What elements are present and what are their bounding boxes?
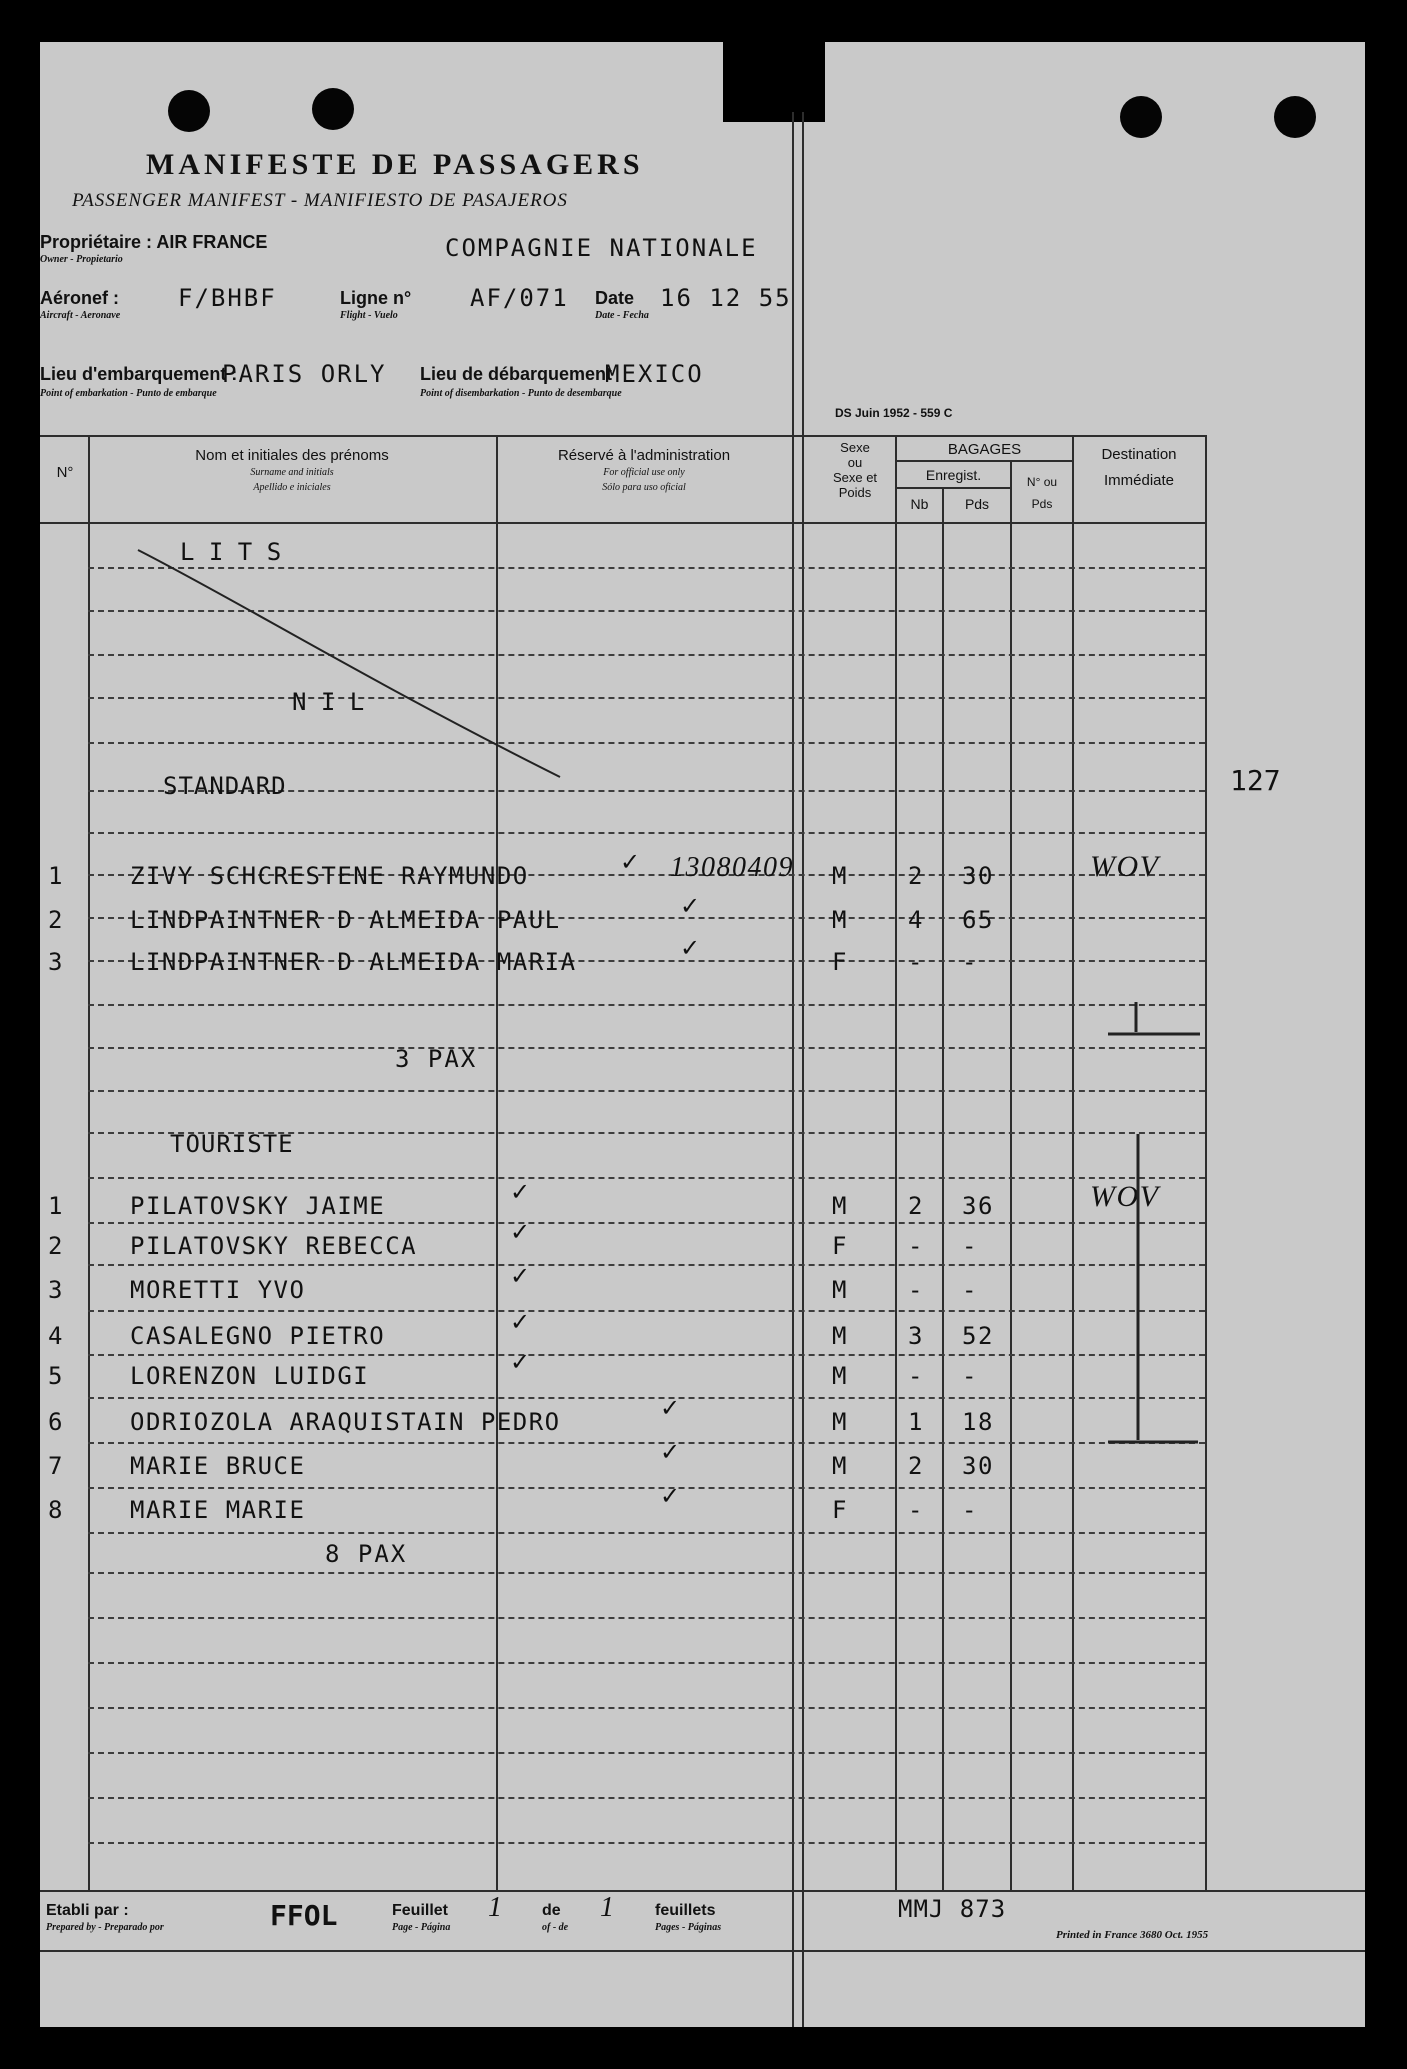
passenger-name: LINDPAINTNER D ALMEIDA MARIA: [130, 948, 577, 976]
embarquement-sublabel: Point of embarkation - Punto de embarque: [40, 388, 217, 399]
check-mark-icon: ✓: [660, 1482, 682, 1510]
baggage-count: 3: [908, 1322, 924, 1350]
sexe-line-4: Poids: [838, 485, 872, 500]
touriste-total: 8 PAX: [325, 1540, 408, 1568]
destination-code: WOV: [1090, 1180, 1160, 1213]
passenger-number: 2: [48, 906, 64, 934]
ruling-line: [88, 1707, 1205, 1710]
passenger-name: MARIE BRUCE: [130, 1452, 306, 1480]
de-sublabel: of - de: [542, 1922, 569, 1933]
ruling-line: [88, 1572, 1205, 1575]
passenger-number: 5: [48, 1362, 64, 1390]
aeronef-label: Aéronef :: [40, 288, 120, 308]
col-header-nom: Nom et initiales des prénoms: [195, 447, 389, 464]
destination-brackets: [1080, 942, 1210, 1562]
ruling-line: [88, 1617, 1205, 1620]
section-touriste: TOURISTE: [170, 1130, 294, 1158]
sexe-line-3: Sexe et: [832, 470, 878, 485]
col-header-nb: Nb: [910, 496, 929, 512]
sexe-line-1: Sexe: [840, 440, 870, 455]
sexe-line-2: ou: [847, 455, 863, 470]
passenger-sex: M: [832, 1322, 848, 1350]
passenger-name: CASALEGNO PIETRO: [130, 1322, 386, 1350]
passenger-row: [40, 892, 1365, 938]
section-standard: STANDARD: [163, 772, 287, 800]
baggage-weight: 65: [962, 906, 994, 934]
form-subtitle: PASSENGER MANIFEST - MANIFIESTO DE PASAJEROS: [72, 190, 568, 211]
standard-total: 3 PAX: [395, 1045, 478, 1073]
passenger-number: 4: [48, 1322, 64, 1350]
punch-hole-right-1: [1120, 96, 1162, 138]
check-mark-icon: ✓: [510, 1262, 532, 1290]
baggage-weight: -: [962, 948, 978, 976]
debarquement-label: Lieu de débarquement: [420, 364, 613, 384]
aeronef-sublabel: Aircraft - Aeronave: [40, 310, 121, 321]
ruling-line: [88, 1752, 1205, 1755]
passenger-name: LORENZON LUIDGI: [130, 1362, 370, 1390]
ruling-line: [88, 1047, 1205, 1050]
passenger-sex: F: [832, 1496, 848, 1524]
ruling-line: [88, 1532, 1205, 1535]
crossout-stroke: [40, 42, 840, 842]
etabli-sublabel: Prepared by - Preparado por: [46, 1922, 164, 1933]
col-header-nonenreg: N° ou: [1026, 475, 1058, 489]
ruling-line: [88, 1310, 1205, 1313]
debarquement-sublabel: Point of disembarkation - Punto de desembarque: [420, 388, 622, 399]
ruling-line: [88, 1797, 1205, 1800]
de-label: de: [542, 1902, 561, 1919]
check-mark-icon: ✓: [680, 892, 702, 920]
check-mark-icon: ✓: [510, 1178, 532, 1206]
baggage-count: 2: [908, 1192, 924, 1220]
etabli-value: FFOL: [270, 1899, 338, 1932]
feuillets-sublabel: Pages - Páginas: [655, 1922, 722, 1933]
passenger-sex: M: [832, 1362, 848, 1390]
baggage-weight: 36: [962, 1192, 994, 1220]
destination-code: WOV: [1090, 850, 1160, 883]
enregist-rule: [895, 487, 1010, 489]
col-header-reserve-sub2: Sólo para uso oficial: [602, 482, 686, 493]
debarquement-value: MEXICO: [605, 360, 704, 388]
passenger-sex: M: [832, 1276, 848, 1304]
col-header-pds: Pds: [964, 496, 990, 512]
form-reference: DS Juin 1952 - 559 C: [835, 406, 953, 420]
feuillet-sublabel: Page - Página: [392, 1922, 451, 1933]
col-header-immediate: Immédiate: [1103, 472, 1175, 489]
baggage-count: 4: [908, 906, 924, 934]
check-mark-icon: ✓: [620, 848, 642, 876]
section-lits: L I T S: [180, 538, 282, 566]
baggage-count: 2: [908, 862, 924, 890]
check-mark-icon: ✓: [510, 1218, 532, 1246]
check-mark-icon: ✓: [510, 1308, 532, 1336]
passenger-sex: F: [832, 948, 848, 976]
passenger-number: 1: [48, 862, 64, 890]
passenger-sex: F: [832, 1232, 848, 1260]
passenger-name: ODRIOZOLA ARAQUISTAIN PEDRO: [130, 1408, 561, 1436]
date-label: Date: [595, 288, 635, 308]
ruling-line: [88, 1662, 1205, 1665]
baggage-count: -: [908, 1496, 924, 1524]
etabli-label: Etabli par :: [46, 1902, 129, 1919]
punch-hole-right-2: [1274, 96, 1316, 138]
baggage-weight: 30: [962, 862, 994, 890]
baggage-count: -: [908, 1232, 924, 1260]
passenger-number: 3: [48, 1276, 64, 1304]
passenger-number: 3: [48, 948, 64, 976]
col-header-enregist: Enregist.: [925, 467, 982, 483]
passenger-number: 1: [48, 1192, 64, 1220]
feuillet-value: 1: [488, 1892, 502, 1923]
ligne-value: AF/071: [470, 284, 569, 312]
aeronef-value: F/BHBF: [178, 284, 277, 312]
check-mark-icon: ✓: [680, 934, 702, 962]
table-bottom-rule: [40, 1890, 1365, 1892]
passenger-reference: 13080409: [670, 852, 794, 883]
passenger-number: 6: [48, 1408, 64, 1436]
col-header-reserve: Réservé à l'administration: [557, 447, 731, 464]
baggage-weight: 52: [962, 1322, 994, 1350]
col-header-nonenreg-pds: Pds: [1031, 497, 1053, 511]
ruling-line: [88, 1264, 1205, 1267]
baggage-weight: -: [962, 1362, 978, 1390]
baggage-weight: -: [962, 1276, 978, 1304]
baggage-count: -: [908, 1276, 924, 1304]
passenger-name: PILATOVSKY JAIME: [130, 1192, 386, 1220]
col-header-bagages: BAGAGES: [947, 441, 1022, 458]
manifest-sheet: [40, 42, 1365, 2027]
check-mark-icon: ✓: [510, 1348, 532, 1376]
baggage-count: 1: [908, 1408, 924, 1436]
passenger-sex: M: [832, 906, 848, 934]
feuillet-label: Feuillet: [392, 1902, 449, 1919]
de-value: 1: [600, 1892, 614, 1923]
embarquement-label: Lieu d'embarquement :: [40, 364, 238, 384]
col-header-destination: Destination: [1101, 446, 1177, 463]
ligne-label: Ligne n°: [340, 288, 412, 308]
passenger-sex: M: [832, 1452, 848, 1480]
manifest-reference: MMJ 873: [898, 1895, 1007, 1923]
proprietaire-sublabel: Owner - Propietario: [40, 254, 123, 265]
baggage-count: -: [908, 1362, 924, 1390]
baggage-count: -: [908, 948, 924, 976]
check-mark-icon: ✓: [660, 1394, 682, 1422]
ruling-line: [88, 1004, 1205, 1007]
proprietaire-label: Propriétaire : AIR FRANCE: [40, 232, 268, 252]
col-header-nom-sub2: Apellido e iniciales: [253, 482, 331, 493]
passenger-sex: M: [832, 862, 848, 890]
passenger-name: ZIVY SCHCRESTENE RAYMUNDO: [130, 862, 529, 890]
form-title: MANIFESTE DE PASSAGERS: [146, 148, 644, 181]
date-value: 16 12 55: [660, 284, 792, 312]
col-rule-pds: [1010, 462, 1012, 1890]
passenger-number: 8: [48, 1496, 64, 1524]
printed-note: Printed in France 3680 Oct. 1955: [1056, 1929, 1209, 1941]
page-number: 127: [1230, 764, 1281, 797]
passenger-sex: M: [832, 1408, 848, 1436]
ligne-sublabel: Flight - Vuelo: [340, 310, 398, 321]
feuillets-label: feuillets: [655, 1902, 716, 1919]
embarquement-value: PARIS ORLY: [222, 360, 387, 388]
col-header-reserve-sub1: For official use only: [603, 467, 685, 478]
passenger-name: LINDPAINTNER D ALMEIDA PAUL: [130, 906, 561, 934]
check-mark-icon: ✓: [660, 1438, 682, 1466]
passenger-row: [40, 848, 1365, 894]
baggage-weight: -: [962, 1232, 978, 1260]
baggage-count: 2: [908, 1452, 924, 1480]
footer-bottom-rule: [40, 1950, 1365, 1952]
baggage-weight: -: [962, 1496, 978, 1524]
passenger-name: MARIE MARIE: [130, 1496, 306, 1524]
date-sublabel: Date - Fecha: [595, 310, 649, 321]
baggage-weight: 18: [962, 1408, 994, 1436]
bagages-rule: [895, 460, 1072, 462]
section-nil: N I L: [292, 688, 365, 716]
col-header-nom-sub1: Surname and initials: [250, 467, 334, 478]
baggage-weight: 30: [962, 1452, 994, 1480]
proprietaire-value: COMPAGNIE NATIONALE: [445, 234, 758, 262]
ruling-line: [88, 1842, 1205, 1845]
passenger-name: MORETTI YVO: [130, 1276, 306, 1304]
col-header-no: N°: [56, 464, 74, 481]
ruling-line: [88, 1090, 1205, 1093]
ruling-line: [88, 1177, 1205, 1180]
passenger-sex: M: [832, 1192, 848, 1220]
passenger-name: PILATOVSKY REBECCA: [130, 1232, 418, 1260]
passenger-number: 2: [48, 1232, 64, 1260]
passenger-number: 7: [48, 1452, 64, 1480]
